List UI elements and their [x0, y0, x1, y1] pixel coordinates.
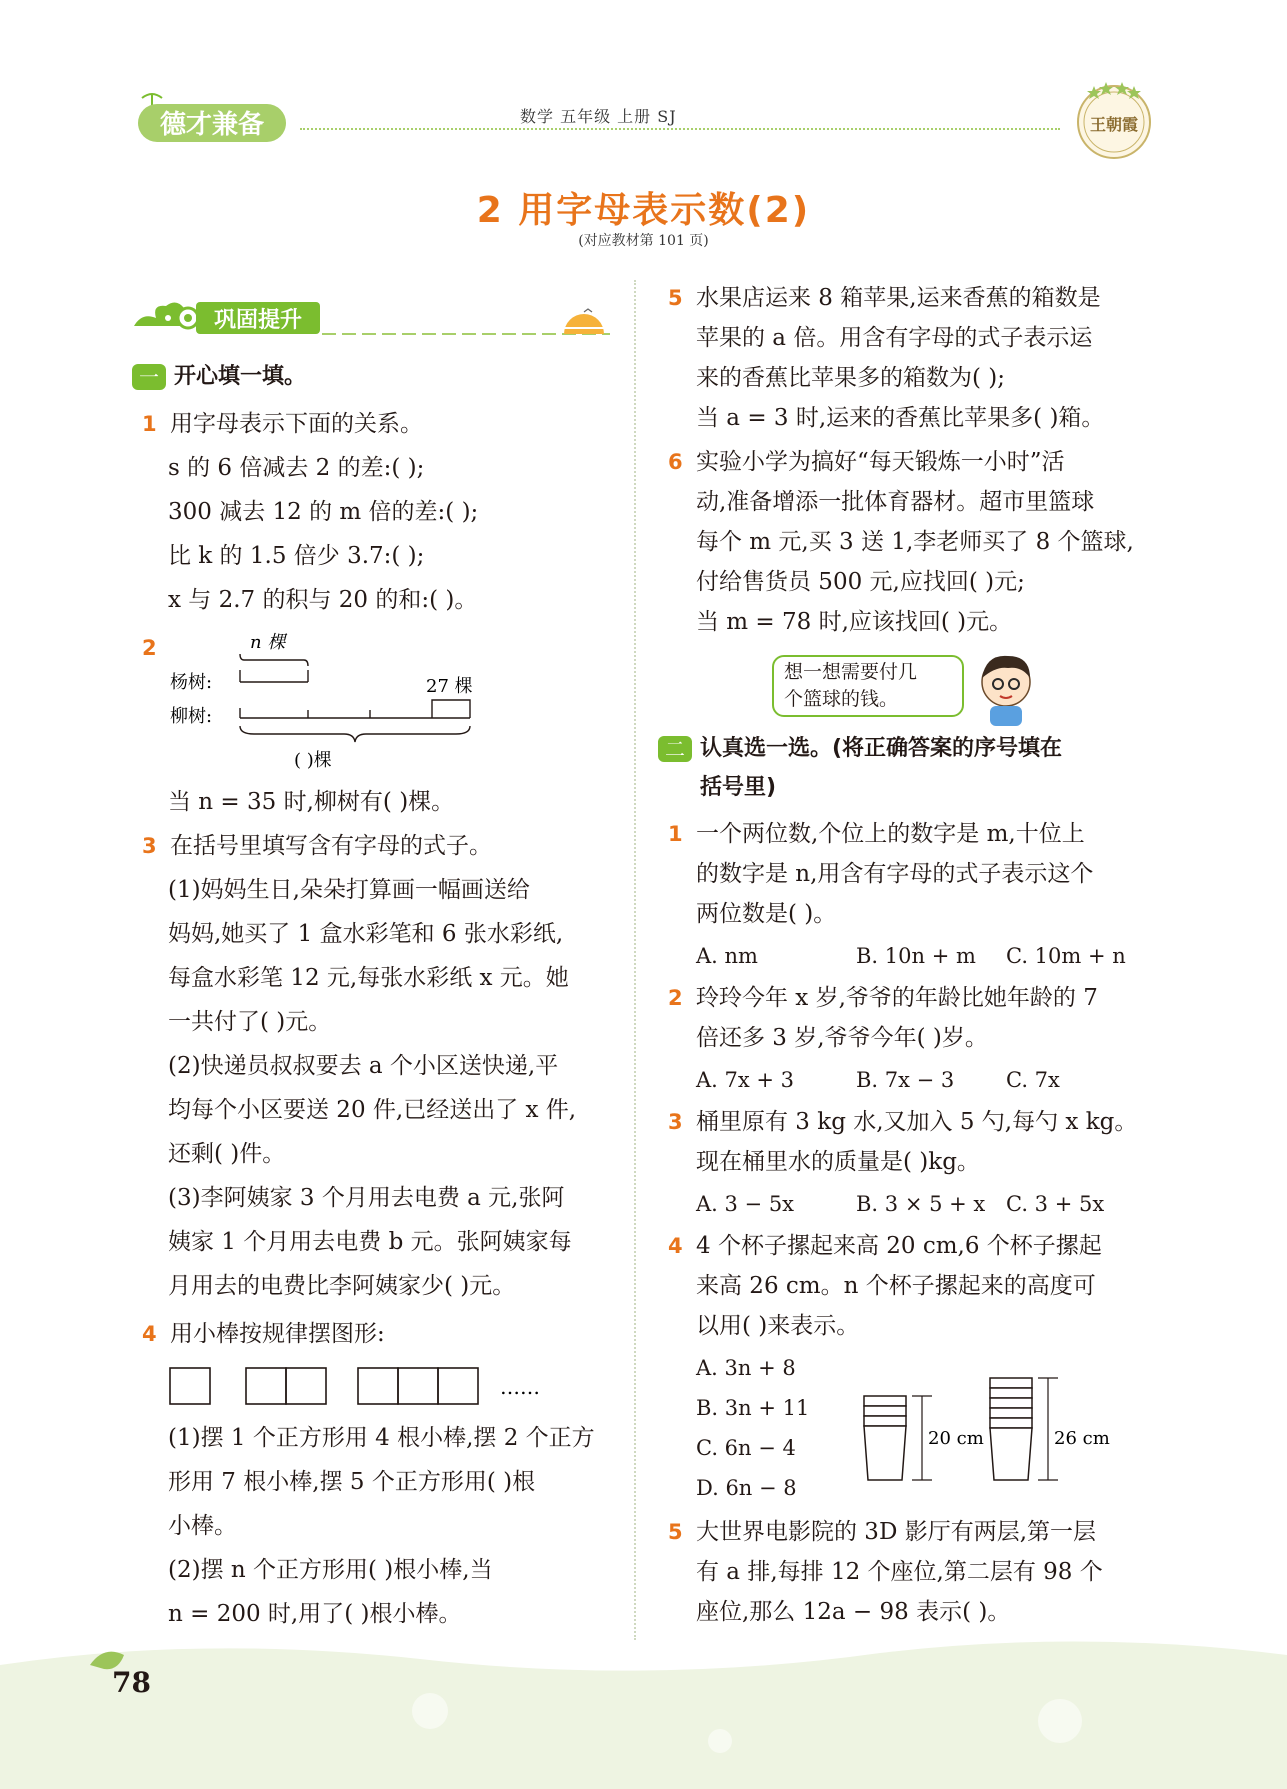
question-number: 4: [668, 1234, 683, 1258]
q3-line-9: 姨家 1 个月用去电费 b 元。张阿姨家每: [168, 1229, 572, 1255]
q1-line-3: 比 k 的 1.5 倍少 3.7:( );: [168, 543, 425, 569]
question-number: 6: [668, 450, 683, 474]
question-stem: 用字母表示下面的关系。: [169, 411, 423, 437]
c1-option-c: C. 10m + n: [1006, 944, 1126, 968]
question-number: 5: [668, 1520, 683, 1544]
q3-line-7: 还剩( )件。: [168, 1141, 286, 1167]
c3-line-1: 桶里原有 3 kg 水,又加入 5 勺,每勺 x kg。: [696, 1109, 1138, 1135]
q1-line-1: s 的 6 倍减去 2 的差:( );: [168, 455, 425, 481]
page-subtitle: (对应教材第 101 页): [578, 233, 709, 249]
seal-badge: [1072, 78, 1156, 162]
q4-line-1: (1)摆 1 个正方形用 4 根小棒,摆 2 个正方: [168, 1425, 595, 1451]
footer-wave: [0, 1625, 1287, 1789]
c4-option-b: B. 3n + 11: [696, 1396, 810, 1420]
q3-line-3: 每盒水彩笔 12 元,每张水彩纸 x 元。她: [168, 965, 569, 991]
q5-line-3: 来的香蕉比苹果多的箱数为( );: [696, 365, 1006, 391]
q6-line-1: 实验小学为搞好“每天锻炼一小时”活: [696, 449, 1065, 475]
cup-height-20: 20 cm: [928, 1428, 984, 1449]
blank-label: ( )棵: [294, 750, 332, 770]
choice-2: [668, 978, 683, 1018]
liu-label: 柳树:: [170, 706, 213, 727]
c4-line-3: 以用( )来表示。: [696, 1313, 860, 1339]
seal-text: 王朝霞: [1089, 115, 1139, 134]
q3-line-1: (1)妈妈生日,朵朵打算画一幅画送给: [168, 877, 530, 903]
c4-option-a: A. 3n + 8: [696, 1356, 796, 1380]
q1-line-2: 300 减去 12 的 m 倍的差:( );: [168, 499, 479, 525]
question-number: 3: [668, 1110, 683, 1134]
sunset-icon: [564, 314, 604, 334]
q4-line-3: 小棒。: [168, 1513, 237, 1539]
c2-line-1: 玲玲今年 x 岁,爷爷的年龄比她年龄的 7: [696, 985, 1098, 1011]
c2-option-b: B. 7x − 3: [856, 1068, 955, 1092]
q3-line-2: 妈妈,她买了 1 盒水彩笔和 6 张水彩纸,: [168, 921, 564, 947]
c2-option-c: C. 7x: [1006, 1068, 1060, 1092]
header-rule: [300, 128, 1060, 130]
section-one-tag: 一: [132, 364, 166, 390]
question-number: 5: [668, 286, 683, 310]
hint-bubble: [772, 655, 964, 717]
cups-diagram: [856, 1370, 1116, 1488]
q4-line-5: n = 200 时,用了( )根小棒。: [168, 1601, 462, 1627]
q6-line-2: 动,准备增添一批体育器材。超市里篮球: [696, 489, 1095, 515]
c1-line-2: 的数字是 n,用含有字母的式子表示这个: [696, 861, 1094, 887]
banner-label: 巩固提升: [213, 308, 303, 333]
c2-option-a: A. 7x + 3: [696, 1068, 795, 1092]
q3-line-10: 月用去的电费比李阿姨家少( )元。: [168, 1273, 516, 1299]
q6-line-3: 每个 m 元,买 3 送 1,李老师买了 8 个篮球,: [696, 529, 1134, 555]
q6-line-4: 付给售货员 500 元,应找回( )元;: [696, 569, 1025, 595]
section-two-label-cont: 括号里): [700, 775, 777, 800]
question-number: 4: [142, 1322, 157, 1346]
c3-option-a: A. 3 − 5x: [696, 1192, 795, 1216]
c4-line-1: 4 个杯子摞起来高 20 cm,6 个杯子摞起: [696, 1233, 1102, 1259]
k27-label: 27 棵: [426, 676, 473, 697]
page-number: 78: [112, 1666, 151, 1699]
question-1: [142, 404, 423, 444]
q5-line-2: 苹果的 a 倍。用含有字母的式子表示运: [696, 325, 1093, 351]
question-number: 2: [668, 986, 683, 1010]
matchstick-figures: [166, 1360, 556, 1410]
question-number: 1: [142, 412, 157, 436]
column-divider: [634, 280, 636, 1640]
question-stem: 在括号里填写含有字母的式子。: [169, 833, 492, 859]
question-stem: 用小棒按规律摆图形:: [169, 1321, 385, 1347]
q5-line-1: 水果店运来 8 箱苹果,运来香蕉的箱数是: [696, 285, 1101, 311]
brand-text: 德才兼备: [159, 110, 265, 140]
question-number: 3: [142, 834, 157, 858]
c3-line-2: 现在桶里水的质量是( )kg。: [696, 1149, 980, 1175]
q5-line-4: 当 a = 3 时,运来的香蕉比苹果多( )箱。: [696, 405, 1105, 431]
c1-line-1: 一个两位数,个位上的数字是 m,十位上: [696, 821, 1085, 847]
c4-line-2: 来高 26 cm。n 个杯子摞起来的高度可: [696, 1273, 1096, 1299]
yang-label: 杨树:: [170, 672, 213, 693]
hint-line-2: 个篮球的钱。: [784, 688, 899, 710]
q3-line-6: 均每个小区要送 20 件,已经送出了 x 件,: [168, 1097, 577, 1123]
q4-line-4: (2)摆 n 个正方形用( )根小棒,当: [168, 1557, 493, 1583]
q4-line-2: 形用 7 根小棒,摆 5 个正方形用( )根: [168, 1469, 536, 1495]
c1-option-a: A. nm: [696, 944, 758, 968]
cup-height-26: 26 cm: [1054, 1428, 1110, 1449]
c5-line-3: 座位,那么 12a − 98 表示( )。: [696, 1599, 1011, 1625]
kid-icon: [968, 648, 1044, 728]
tree-diagram: [164, 630, 504, 770]
question-5: [668, 278, 683, 318]
question-number: 2: [142, 636, 157, 660]
c5-line-2: 有 a 排,每排 12 个座位,第二层有 98 个: [696, 1559, 1103, 1585]
q6-line-5: 当 m = 78 时,应该找回( )元。: [696, 609, 1013, 635]
section-one-heading: [132, 356, 306, 397]
c3-option-c: C. 3 + 5x: [1006, 1192, 1105, 1216]
q2-after: 当 n = 35 时,柳树有( )棵。: [168, 789, 455, 815]
section-one-label: 开心填一填。: [174, 364, 307, 389]
n-label: n 棵: [250, 632, 286, 653]
q1-line-4: x 与 2.7 的积与 20 的和:( )。: [168, 587, 478, 613]
question-6: [668, 442, 683, 482]
section-banner: [132, 292, 612, 342]
question-4: [142, 1314, 385, 1354]
c2-line-2: 倍还多 3 岁,爷爷今年( )岁。: [696, 1025, 988, 1051]
question-2: [142, 628, 157, 668]
header-subject-line: 数学 五年级 上册 SJ: [520, 107, 677, 126]
section-two-label: 认真选一选。(将正确答案的序号填在: [700, 736, 1063, 761]
page-title: 2 用字母表示数(2): [476, 190, 811, 231]
c1-line-3: 两位数是( )。: [696, 901, 837, 927]
question-3: [142, 826, 492, 866]
q3-line-5: (2)快递员叔叔要去 a 个小区送快递,平: [168, 1053, 559, 1079]
q3-line-4: 一共付了( )元。: [168, 1009, 332, 1035]
section-two-heading: [658, 728, 1062, 769]
choice-3: [668, 1102, 683, 1142]
section-two-tag: 二: [658, 736, 692, 762]
choice-5: [668, 1512, 683, 1552]
choice-1: [668, 814, 683, 854]
c3-option-b: B. 3 × 5 + x: [856, 1192, 986, 1216]
q3-line-8: (3)李阿姨家 3 个月用去电费 a 元,张阿: [168, 1185, 565, 1211]
hint-line-1: 想一想需要付几: [784, 661, 918, 683]
c5-line-1: 大世界电影院的 3D 影厅有两层,第一层: [696, 1519, 1097, 1545]
choice-4: [668, 1226, 683, 1266]
question-number: 1: [668, 822, 683, 846]
c1-option-b: B. 10n + m: [856, 944, 976, 968]
c4-option-d: D. 6n − 8: [696, 1476, 797, 1500]
brand-logo: [132, 90, 292, 146]
ellipsis: ……: [500, 1375, 540, 1399]
c4-option-c: C. 6n − 4: [696, 1436, 796, 1460]
